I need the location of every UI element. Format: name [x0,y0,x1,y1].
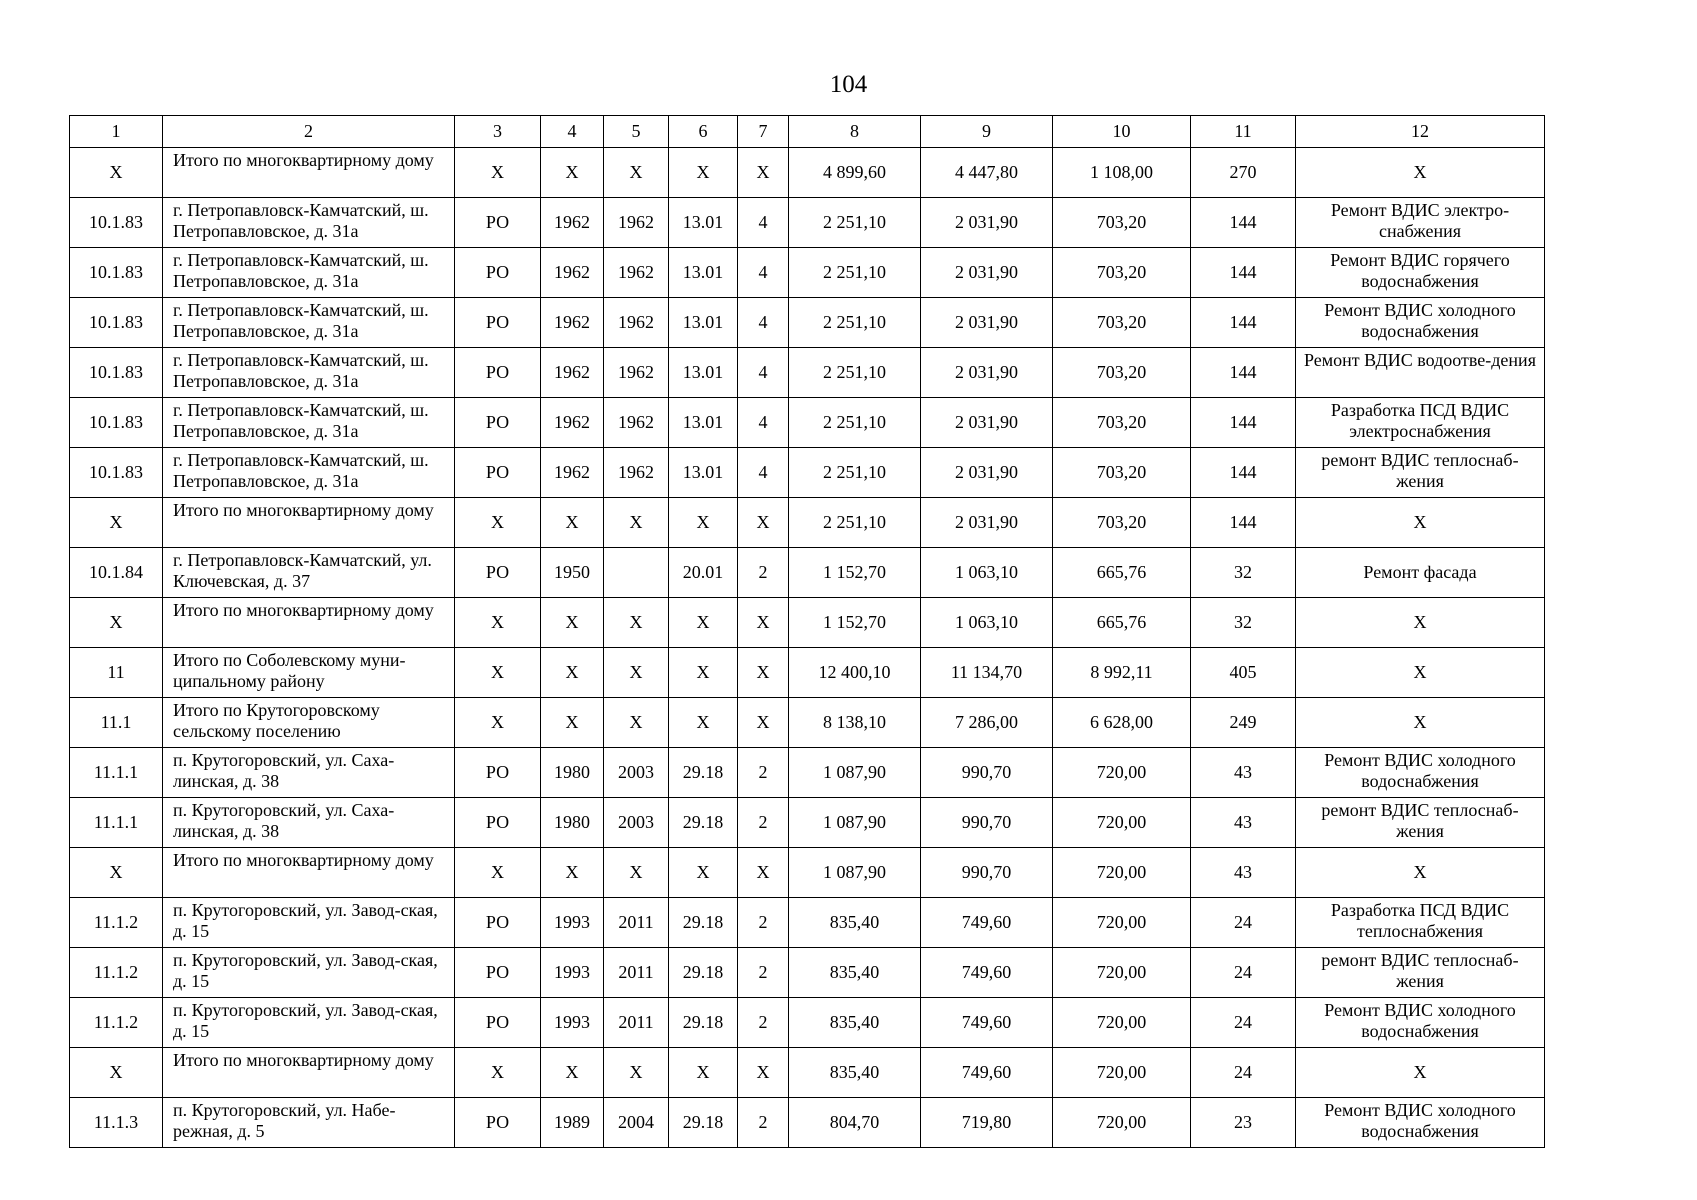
table-row [70,748,1545,798]
cell-residents: 405 [1191,648,1296,698]
cell-build-year: X [541,648,604,698]
cell-living-area: 990,70 [921,798,1053,848]
cell-cost-per-sqm: 720,00 [1053,798,1191,848]
cell-cost-per-sqm: 703,20 [1053,248,1191,298]
cell-repair-method: X [455,648,541,698]
column-header-9: 9 [921,116,1053,148]
cell-row-number: X [70,498,163,548]
column-header-5: 5 [604,116,669,148]
cell-work-type: X [1296,598,1545,648]
cell-floors: 4 [738,298,789,348]
cell-total-area: 2 251,10 [789,398,921,448]
cell-build-year: X [541,848,604,898]
cell-reconstruction-year: 1962 [604,248,669,298]
cell-residents: 144 [1191,448,1296,498]
cell-address: п. Крутогоровский, ул. Саха-линская, д. 38 [163,798,455,848]
header-row [70,116,1545,148]
cell-total-area: 1 087,90 [789,748,921,798]
cell-work-code: X [669,148,738,198]
cell-reconstruction-year: 1962 [604,398,669,448]
cell-cost-per-sqm: 665,76 [1053,548,1191,598]
cell-work-type: X [1296,848,1545,898]
cell-work-code: 20.01 [669,548,738,598]
cell-repair-method: X [455,598,541,648]
cell-residents: 24 [1191,1048,1296,1098]
cell-row-number: 10.1.83 [70,398,163,448]
cell-floors: 4 [738,348,789,398]
table-row [70,448,1545,498]
cell-residents: 144 [1191,348,1296,398]
cell-address: п. Крутогоровский, ул. Завод-ская, д. 15 [163,998,455,1048]
column-header-10: 10 [1053,116,1191,148]
cell-reconstruction-year: 1962 [604,298,669,348]
cell-build-year: X [541,148,604,198]
cell-living-area: 990,70 [921,748,1053,798]
cell-reconstruction-year: 2011 [604,898,669,948]
cell-work-type: Ремонт ВДИС холодного водоснабжения [1296,748,1545,798]
cell-floors: 2 [738,948,789,998]
cell-repair-method: X [455,698,541,748]
cell-cost-per-sqm: 720,00 [1053,1048,1191,1098]
cell-total-area: 2 251,10 [789,198,921,248]
cell-total-area: 804,70 [789,1098,921,1148]
cell-address: Итого по многоквартирному дому [163,1048,455,1098]
cell-work-type: X [1296,648,1545,698]
cell-address: г. Петропавловск-Камчатский, ш. Петропавловское, д. 31а [163,198,455,248]
cell-work-code: 29.18 [669,998,738,1048]
cell-build-year: 1989 [541,1098,604,1148]
cell-residents: 144 [1191,498,1296,548]
cell-address: Итого по Соболевскому муни-ципальному району [163,648,455,698]
cell-living-area: 749,60 [921,1048,1053,1098]
cell-row-number: 10.1.83 [70,198,163,248]
cell-cost-per-sqm: 720,00 [1053,898,1191,948]
cell-build-year: 1993 [541,948,604,998]
cell-work-type: Ремонт ВДИС горячего водоснабжения [1296,248,1545,298]
cell-reconstruction-year: X [604,648,669,698]
cell-work-code: X [669,698,738,748]
page-number: 104 [829,71,868,98]
cell-cost-per-sqm: 720,00 [1053,748,1191,798]
cell-work-code: X [669,648,738,698]
cell-cost-per-sqm: 720,00 [1053,948,1191,998]
cell-work-type: X [1296,498,1545,548]
cell-floors: X [738,648,789,698]
cell-cost-per-sqm: 703,20 [1053,198,1191,248]
cell-address: г. Петропавловск-Камчатский, ш. Петропавловское, д. 31а [163,248,455,298]
cell-living-area: 749,60 [921,998,1053,1048]
cell-repair-method: РО [455,248,541,298]
cell-floors: 4 [738,448,789,498]
cell-repair-method: РО [455,898,541,948]
cell-cost-per-sqm: 720,00 [1053,848,1191,898]
cell-work-code: 13.01 [669,348,738,398]
table-row [70,1098,1545,1148]
cell-total-area: 835,40 [789,998,921,1048]
cell-reconstruction-year: X [604,148,669,198]
cell-living-area: 719,80 [921,1098,1053,1148]
cell-row-number: 10.1.83 [70,298,163,348]
cell-living-area: 2 031,90 [921,498,1053,548]
cell-address: Итого по многоквартирному дому [163,148,455,198]
cell-address: г. Петропавловск-Камчатский, ш. Петропавловское, д. 31а [163,348,455,398]
cell-work-type: X [1296,1048,1545,1098]
cell-row-number: 10.1.84 [70,548,163,598]
cell-residents: 144 [1191,398,1296,448]
cell-row-number: X [70,1048,163,1098]
cell-floors: 4 [738,398,789,448]
column-header-12: 12 [1296,116,1545,148]
column-header-3: 3 [455,116,541,148]
cell-address: г. Петропавловск-Камчатский, ш. Петропавловское, д. 31а [163,448,455,498]
cell-work-code: X [669,848,738,898]
table-row [70,298,1545,348]
cell-total-area: 2 251,10 [789,348,921,398]
cell-cost-per-sqm: 703,20 [1053,348,1191,398]
cell-build-year: 1962 [541,198,604,248]
cell-row-number: 10.1.83 [70,248,163,298]
cell-floors: X [738,698,789,748]
cell-living-area: 2 031,90 [921,298,1053,348]
cell-living-area: 2 031,90 [921,198,1053,248]
cell-reconstruction-year: X [604,498,669,548]
column-header-1: 1 [70,116,163,148]
cell-floors: 2 [738,798,789,848]
cell-build-year: 1980 [541,798,604,848]
cell-reconstruction-year: X [604,1048,669,1098]
cell-living-area: 990,70 [921,848,1053,898]
cell-total-area: 1 152,70 [789,548,921,598]
column-header-11: 11 [1191,116,1296,148]
cell-residents: 43 [1191,748,1296,798]
table-row [70,648,1545,698]
cell-repair-method: РО [455,298,541,348]
cell-build-year: 1993 [541,998,604,1048]
column-header-8: 8 [789,116,921,148]
cell-address: Итого по Крутогоровскому сельскому поселению [163,698,455,748]
cell-floors: 2 [738,1098,789,1148]
cell-residents: 32 [1191,548,1296,598]
cell-work-type: X [1296,698,1545,748]
cell-reconstruction-year: 1962 [604,448,669,498]
cell-residents: 144 [1191,248,1296,298]
cell-build-year: 1980 [541,748,604,798]
table-row [70,798,1545,848]
cell-reconstruction-year: 1962 [604,198,669,248]
cell-build-year: X [541,498,604,548]
cell-build-year: 1950 [541,548,604,598]
cell-reconstruction-year [604,548,669,598]
cell-work-code: 13.01 [669,248,738,298]
cell-residents: 43 [1191,798,1296,848]
cell-work-type: Ремонт ВДИС водоотве-дения [1296,348,1545,398]
cell-total-area: 1 152,70 [789,598,921,648]
table-row [70,998,1545,1048]
cell-work-code: 29.18 [669,948,738,998]
cell-living-area: 11 134,70 [921,648,1053,698]
cell-reconstruction-year: 1962 [604,348,669,398]
cell-row-number: X [70,598,163,648]
cell-work-type: Разработка ПСД ВДИС электроснабжения [1296,398,1545,448]
cell-build-year: 1962 [541,348,604,398]
cell-repair-method: РО [455,398,541,448]
table-row [70,1048,1545,1098]
cell-build-year: 1962 [541,248,604,298]
cell-repair-method: X [455,148,541,198]
cell-residents: 249 [1191,698,1296,748]
cell-reconstruction-year: 2011 [604,998,669,1048]
cell-residents: 144 [1191,298,1296,348]
cell-repair-method: РО [455,748,541,798]
cell-work-code: X [669,598,738,648]
cell-work-type: Разработка ПСД ВДИС теплоснабжения [1296,898,1545,948]
cell-row-number: 11.1.2 [70,948,163,998]
cell-repair-method: РО [455,998,541,1048]
cell-repair-method: РО [455,198,541,248]
cell-total-area: 1 087,90 [789,798,921,848]
cell-work-code: 29.18 [669,898,738,948]
cell-repair-method: X [455,848,541,898]
cell-work-type: ремонт ВДИС теплоснаб-жения [1296,448,1545,498]
cell-work-code: X [669,498,738,548]
table-row [70,248,1545,298]
column-header-2: 2 [163,116,455,148]
table-row [70,548,1545,598]
cell-floors: 4 [738,198,789,248]
cell-living-area: 7 286,00 [921,698,1053,748]
cell-residents: 24 [1191,948,1296,998]
cell-address: п. Крутогоровский, ул. Набе-режная, д. 5 [163,1098,455,1148]
cell-total-area: 835,40 [789,898,921,948]
cell-living-area: 1 063,10 [921,598,1053,648]
cell-row-number: X [70,148,163,198]
cell-residents: 23 [1191,1098,1296,1148]
cell-residents: 24 [1191,898,1296,948]
cell-row-number: 11 [70,648,163,698]
cell-floors: X [738,1048,789,1098]
column-header-6: 6 [669,116,738,148]
cell-repair-method: РО [455,348,541,398]
cell-cost-per-sqm: 1 108,00 [1053,148,1191,198]
cell-total-area: 8 138,10 [789,698,921,748]
cell-cost-per-sqm: 703,20 [1053,448,1191,498]
cell-reconstruction-year: X [604,848,669,898]
column-header-7: 7 [738,116,789,148]
table-body [70,148,1545,1148]
cell-cost-per-sqm: 720,00 [1053,998,1191,1048]
cell-repair-method: РО [455,448,541,498]
cell-work-code: 13.01 [669,198,738,248]
cell-repair-method: X [455,1048,541,1098]
cell-total-area: 2 251,10 [789,248,921,298]
cell-build-year: 1993 [541,898,604,948]
cell-work-type: Ремонт ВДИС холодного водоснабжения [1296,298,1545,348]
cell-build-year: X [541,598,604,648]
cell-cost-per-sqm: 8 992,11 [1053,648,1191,698]
cell-work-type: Ремонт фасада [1296,548,1545,598]
cell-address: Итого по многоквартирному дому [163,848,455,898]
cell-floors: X [738,848,789,898]
cell-reconstruction-year: 2004 [604,1098,669,1148]
table-row [70,398,1545,448]
cell-floors: 2 [738,548,789,598]
cell-repair-method: РО [455,1098,541,1148]
cell-work-code: X [669,1048,738,1098]
cell-total-area: 4 899,60 [789,148,921,198]
cell-reconstruction-year: X [604,598,669,648]
cell-address: г. Петропавловск-Камчатский, ш. Петропавловское, д. 31а [163,398,455,448]
cell-build-year: 1962 [541,298,604,348]
cell-work-type: ремонт ВДИС теплоснаб-жения [1296,798,1545,848]
cell-repair-method: X [455,498,541,548]
column-header-4: 4 [541,116,604,148]
cell-row-number: 10.1.83 [70,448,163,498]
cell-address: Итого по многоквартирному дому [163,498,455,548]
cell-living-area: 2 031,90 [921,448,1053,498]
table-row [70,198,1545,248]
cell-row-number: 11.1.1 [70,798,163,848]
cell-living-area: 749,60 [921,898,1053,948]
cell-build-year: 1962 [541,398,604,448]
table-row [70,898,1545,948]
cell-address: п. Крутогоровский, ул. Саха-линская, д. 38 [163,748,455,798]
cell-work-code: 13.01 [669,398,738,448]
cell-work-code: 13.01 [669,298,738,348]
cell-work-code: 29.18 [669,748,738,798]
capital-repair-table [69,115,1545,1148]
cell-living-area: 2 031,90 [921,398,1053,448]
table-row [70,948,1545,998]
table-row [70,848,1545,898]
cell-floors: 4 [738,248,789,298]
cell-build-year: X [541,1048,604,1098]
cell-repair-method: РО [455,548,541,598]
cell-repair-method: РО [455,948,541,998]
cell-living-area: 1 063,10 [921,548,1053,598]
cell-reconstruction-year: 2011 [604,948,669,998]
cell-row-number: X [70,848,163,898]
cell-living-area: 2 031,90 [921,348,1053,398]
cell-reconstruction-year: X [604,698,669,748]
cell-address: г. Петропавловск-Камчатский, ш. Петропавловское, д. 31а [163,298,455,348]
cell-total-area: 1 087,90 [789,848,921,898]
table-row [70,698,1545,748]
cell-floors: 2 [738,748,789,798]
cell-row-number: 11.1.2 [70,998,163,1048]
table-row [70,348,1545,398]
cell-floors: 2 [738,898,789,948]
cell-living-area: 749,60 [921,948,1053,998]
cell-repair-method: РО [455,798,541,848]
cell-address: г. Петропавловск-Камчатский, ул. Ключевская, д. 37 [163,548,455,598]
cell-cost-per-sqm: 720,00 [1053,1098,1191,1148]
cell-cost-per-sqm: 6 628,00 [1053,698,1191,748]
cell-row-number: 11.1.1 [70,748,163,798]
cell-build-year: X [541,698,604,748]
cell-work-type: X [1296,148,1545,198]
cell-work-type: Ремонт ВДИС холодного водоснабжения [1296,998,1545,1048]
cell-living-area: 2 031,90 [921,248,1053,298]
cell-reconstruction-year: 2003 [604,798,669,848]
cell-address: п. Крутогоровский, ул. Завод-ская, д. 15 [163,948,455,998]
cell-build-year: 1962 [541,448,604,498]
cell-residents: 270 [1191,148,1296,198]
cell-row-number: 11.1 [70,698,163,748]
cell-floors: X [738,148,789,198]
cell-total-area: 12 400,10 [789,648,921,698]
table-row [70,148,1545,198]
cell-address: п. Крутогоровский, ул. Завод-ская, д. 15 [163,898,455,948]
cell-total-area: 835,40 [789,948,921,998]
cell-address: Итого по многоквартирному дому [163,598,455,648]
cell-total-area: 2 251,10 [789,498,921,548]
cell-living-area: 4 447,80 [921,148,1053,198]
cell-total-area: 2 251,10 [789,298,921,348]
cell-work-type: Ремонт ВДИС холодного водоснабжения [1296,1098,1545,1148]
cell-residents: 24 [1191,998,1296,1048]
cell-work-type: Ремонт ВДИС электро-снабжения [1296,198,1545,248]
cell-cost-per-sqm: 703,20 [1053,498,1191,548]
cell-total-area: 835,40 [789,1048,921,1098]
table-row [70,498,1545,548]
cell-row-number: 11.1.3 [70,1098,163,1148]
cell-work-code: 13.01 [669,448,738,498]
cell-floors: 2 [738,998,789,1048]
cell-row-number: 11.1.2 [70,898,163,948]
cell-cost-per-sqm: 703,20 [1053,298,1191,348]
cell-row-number: 10.1.83 [70,348,163,398]
cell-residents: 32 [1191,598,1296,648]
cell-cost-per-sqm: 703,20 [1053,398,1191,448]
cell-reconstruction-year: 2003 [604,748,669,798]
cell-floors: X [738,598,789,648]
cell-work-code: 29.18 [669,798,738,848]
cell-work-code: 29.18 [669,1098,738,1148]
cell-cost-per-sqm: 665,76 [1053,598,1191,648]
cell-total-area: 2 251,10 [789,448,921,498]
cell-work-type: ремонт ВДИС теплоснаб-жения [1296,948,1545,998]
cell-residents: 43 [1191,848,1296,898]
cell-floors: X [738,498,789,548]
table-row [70,598,1545,648]
cell-residents: 144 [1191,198,1296,248]
